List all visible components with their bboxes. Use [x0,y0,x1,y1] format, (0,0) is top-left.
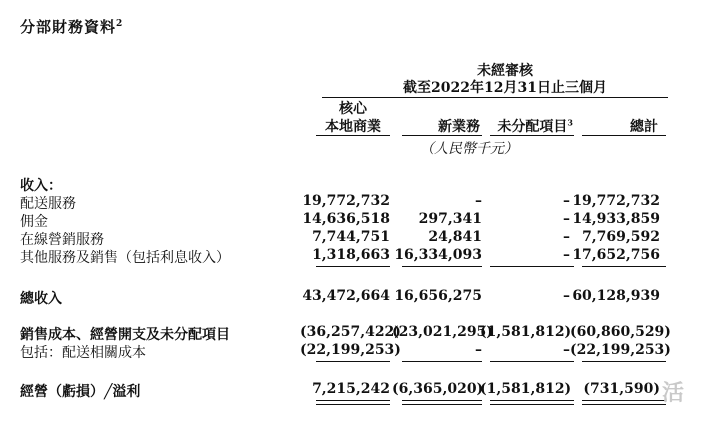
double-rule [490,400,574,405]
double-rule [582,400,666,405]
rule [490,266,574,267]
header-period: 截至2022年12月31日止三個月 [403,80,607,96]
col-new-label: 新業務 [438,119,480,135]
col-unallocated-label: 未分配項目$^3$ [497,117,573,135]
col-rule-1 [316,135,390,136]
revenue-heading: 收入： [20,178,62,194]
col-core-label: 本地商業 [325,119,381,135]
col-rule-3 [490,135,574,136]
col-rule-4 [582,135,666,136]
cell: (22,199,253) [570,342,671,358]
cell: 17,652,756 [572,247,660,263]
cell: – [563,193,570,209]
cell: 19,772,732 [572,193,660,209]
rule [402,361,482,362]
col-core-top: 核心 [339,101,367,117]
header-unaudited: 未經審核 [477,63,533,79]
cell: (1,581,812) [480,324,572,340]
rule [316,361,390,362]
row-label-commission: 佣金 [20,214,48,230]
rule [402,266,482,267]
rule [316,266,390,267]
cell: 16,334,093 [394,247,482,263]
row-label-delivery: 配送服務 [20,196,76,212]
double-rule [402,400,482,405]
cell: (6,365,020) [392,381,484,397]
cell: 16,656,275 [394,288,482,304]
page-title: 分部財務資料$^2$ [20,18,124,36]
cell: 7,215,242 [312,381,390,397]
watermark: 活 [662,381,685,406]
cell: – [563,342,570,358]
row-label-operating-result: 經營（虧損）╱溢利 [20,384,141,400]
rule [490,361,574,362]
cell: – [563,229,570,245]
cell: 7,769,592 [582,229,660,245]
cell: 14,933,859 [572,211,660,227]
cell: 43,472,664 [302,288,390,304]
cell: 1,318,663 [312,247,390,263]
cell: (60,860,529) [570,324,671,340]
cell: – [563,288,570,304]
double-rule [316,400,390,405]
cell: 297,341 [418,211,482,227]
cell: – [563,247,570,263]
cell: (23,021,295) [392,324,493,340]
cell: (22,199,253) [300,342,401,358]
col-rule-2 [402,135,482,136]
cell: (36,257,422) [300,324,401,340]
rule [582,361,666,362]
cell: 14,636,518 [302,211,390,227]
cell: (731,590) [583,381,660,397]
cell: – [475,342,482,358]
cell: 24,841 [428,229,482,245]
row-label-total-revenue: 總收入 [20,291,62,307]
row-label-online-marketing: 在線營銷服務 [20,232,104,248]
cell: – [475,193,482,209]
row-label-costs: 銷售成本、經營開支及未分配項目 [20,327,230,343]
rule [582,266,666,267]
cell: (1,581,812) [480,381,572,397]
cell: 60,128,939 [572,288,660,304]
unit-label: （人民幣千元） [420,141,518,157]
col-total-label: 總計 [630,119,658,135]
cell: 19,772,732 [302,193,390,209]
cell: 7,744,751 [312,229,390,245]
row-label-other-services: 其他服務及銷售（包括利息收入） [20,250,230,266]
row-label-delivery-costs: 包括：配送相關成本 [20,345,146,361]
cell: – [563,211,570,227]
